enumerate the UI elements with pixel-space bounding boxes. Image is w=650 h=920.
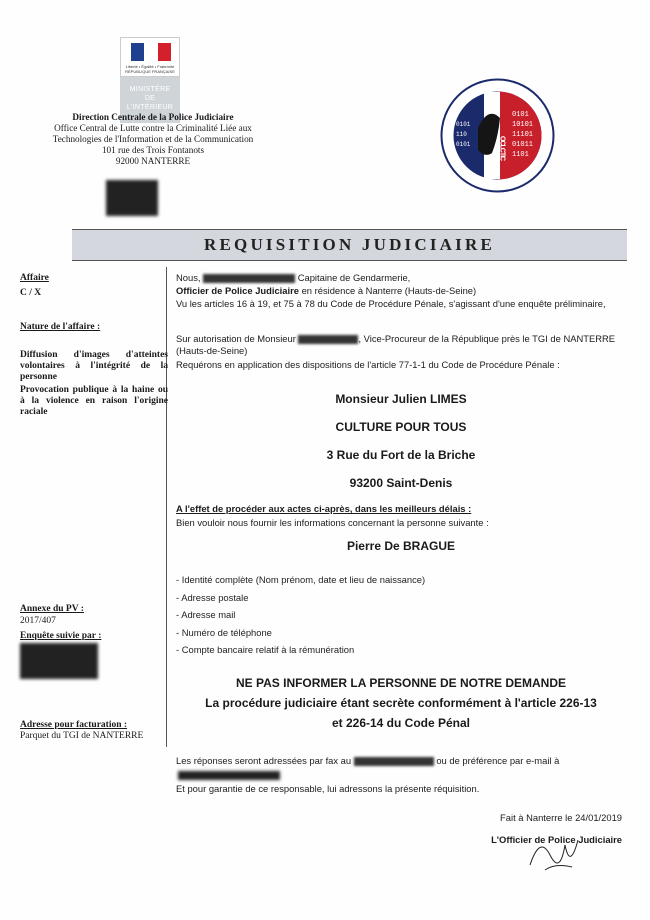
annexe-value: 2017/407	[20, 616, 56, 626]
nous-line: Nous, Capitaine de Gendarmerie,	[176, 272, 411, 283]
svg-text:0101: 0101	[456, 121, 471, 128]
redacted-name	[203, 274, 295, 283]
reponses-line: Les réponses seront adressées par fax au ou de préférence par e-mail à	[176, 755, 560, 766]
nature-label: Nature de l'affaire :	[20, 322, 101, 332]
recipient-org: CULTURE POUR TOUS	[335, 420, 467, 434]
redacted-prosecutor	[298, 335, 358, 344]
svg-text:11101: 11101	[512, 131, 534, 139]
affaire-value: C / X	[20, 288, 42, 298]
organisation-address: Direction Centrale de la Police Judiciaire Office Central de Lutte contre la Criminalité Liée aux Technologies de l'Information et de la Communication 101 rue des Trois Fontanots 92000 NANTERRE	[52, 112, 254, 166]
bien-vouloir-text: Bien vouloir nous fournir les informations concernant la personne suivante :	[176, 517, 489, 528]
seal-letters: OCLCTIC	[498, 136, 506, 161]
republique-francaise-logo: Liberté • Égalité • Fraternité RÉPUBLIQUE FRANÇAISE	[120, 37, 180, 77]
svg-text:01011: 01011	[512, 141, 534, 149]
nature-text-2: Provocation publique à la haine ou à la violence en raison l'origine raciale	[20, 385, 168, 417]
recipient-city: 93200 Saint-Denis	[349, 476, 453, 490]
nature-text-1: Diffusion d'images d'atteintes volontaires à l'intégrité de la personne	[20, 350, 168, 382]
svg-text:10101: 10101	[512, 121, 534, 129]
adresse-facturation-label: Adresse pour facturation :	[20, 720, 128, 730]
list-item: - Identité complète (Nom prénom, date et lieu de naissance)	[176, 574, 426, 585]
warning-line-3: et 226-14 du Code Pénal	[331, 716, 471, 730]
officer-signature-label: L'Officier de Police Judiciaire	[491, 834, 622, 845]
svg-text:0101: 0101	[512, 111, 529, 119]
opj-line: Officier de Police Judiciaire en résidence à Nanterre (Hauts-de-Seine)	[176, 285, 477, 296]
svg-text:0101: 0101	[456, 141, 471, 148]
redacted-fax	[354, 757, 434, 766]
target-person: Pierre De BRAGUE	[346, 539, 456, 553]
autorisation-line: Sur autorisation de Monsieur , Vice-Procureur de la République près le TGI de NANTERRE (Hauts-de-Seine)	[176, 333, 616, 357]
articles-text: Vu les articles 16 à 19, et 75 à 78 du Code de Procédure Pénale, s'agissant d'une enquête préliminaire,	[176, 298, 606, 309]
list-item: - Adresse postale	[176, 591, 249, 603]
svg-text:1101: 1101	[512, 151, 529, 159]
requerons-text: Requérons en application des dispositions de l'article 77-1-1 du Code de Procédure Pénale :	[176, 359, 560, 370]
warning-line-2: La procédure judiciaire étant secrète conformément à l'article 226-13	[205, 696, 597, 710]
list-item: - Adresse mail	[176, 609, 236, 620]
adresse-facturation-value: Parquet du TGI de NANTERRE	[20, 731, 144, 741]
effet-heading: A l'effet de procéder aux actes ci-après, dans les meilleurs délais :	[176, 503, 472, 514]
warning-line-1: NE PAS INFORMER LA PERSONNE DE NOTRE DEMANDE	[235, 676, 567, 690]
requested-items-list	[176, 571, 576, 659]
redacted-email	[178, 771, 280, 780]
list-item: - Compte bancaire relatif à la rémunération	[176, 644, 355, 655]
handwritten-signature	[520, 825, 590, 875]
annexe-label: Annexe du PV :	[20, 604, 84, 614]
marianne-logo	[120, 37, 180, 111]
column-divider	[166, 267, 167, 747]
affaire-label: Affaire	[20, 273, 49, 283]
ministry-label: MINISTÈRE DE L'INTÉRIEUR	[120, 77, 180, 123]
recipient-street: 3 Rue du Fort de la Briche	[326, 448, 476, 462]
title-bar	[72, 229, 627, 261]
garantie-text: Et pour garantie de ce responsable, lui adressons la présente réquisition.	[176, 783, 480, 794]
list-item: - Numéro de téléphone	[176, 626, 272, 638]
date-place: Fait à Nanterre le 24/01/2019	[500, 812, 622, 823]
redacted-phone-numbers	[106, 180, 158, 216]
svg-text:110: 110	[456, 131, 467, 138]
recipient-name: Monsieur Julien LIMES	[335, 392, 467, 406]
redacted-investigator	[20, 643, 98, 679]
document-title: REQUISITION JUDICIAIRE	[204, 235, 495, 254]
oclctic-seal	[440, 78, 555, 193]
enquete-label: Enquête suivie par :	[20, 631, 102, 641]
